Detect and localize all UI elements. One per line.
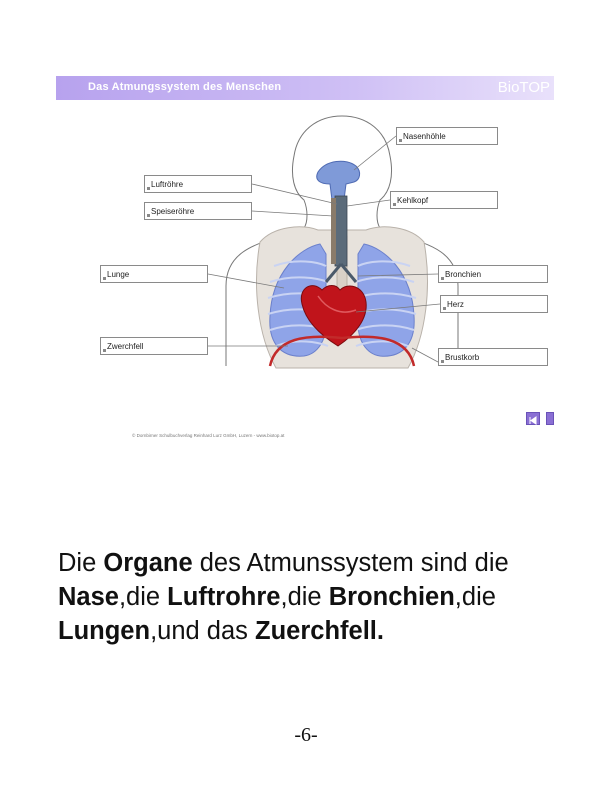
nasal-cavity (317, 161, 360, 200)
page-number: -6- (294, 724, 318, 746)
trachea (335, 196, 347, 266)
caption-fragment: des Atmunssystem sind die (192, 549, 509, 577)
caption-text (58, 546, 558, 648)
respiratory-system-figure (56, 76, 554, 448)
caption-fragment: Die (58, 549, 104, 577)
figure-copyright: © Dornbirner Schulbuchverlag Reinhard Lurz GmbH, Luzern - www.biotop.at (132, 433, 285, 438)
label-zwerchfell: Zwerchfell (100, 337, 208, 355)
caption-fragment: ,die (280, 583, 329, 611)
previous-slide-button[interactable] (526, 412, 540, 425)
caption-fragment: ,und das (150, 617, 255, 645)
label-bronchien: Bronchien (438, 265, 548, 283)
caption-fragment: ,die (454, 583, 496, 611)
next-slide-button[interactable] (546, 412, 554, 425)
esophagus (331, 198, 336, 264)
label-herz: Herz (440, 295, 548, 313)
back-arrow-icon (527, 415, 539, 426)
caption-keyword: Zuerchfell. (255, 617, 384, 645)
label-brustkorb: Brustkorb (438, 348, 548, 366)
caption-keyword: Lungen (58, 617, 151, 645)
caption-fragment: ,die (118, 583, 168, 611)
label-lunge: Lunge (100, 265, 208, 283)
label-kehlkopf: Kehlkopf (390, 191, 498, 209)
caption-keyword: Bronchien (328, 583, 455, 611)
figure-title: Das Atmungssystem des Menschen (88, 81, 282, 93)
label-speiseroehre: Speiseröhre (144, 202, 252, 220)
caption-keyword: Luftrohre (167, 583, 281, 611)
brand-logo: BioTOP (497, 79, 550, 96)
caption-keyword: Organe (103, 549, 193, 577)
label-nasenhoehle: Nasenhöhle (396, 127, 498, 145)
label-luftroehre: Luftröhre (144, 175, 252, 193)
caption-keyword: Nase (58, 583, 119, 611)
